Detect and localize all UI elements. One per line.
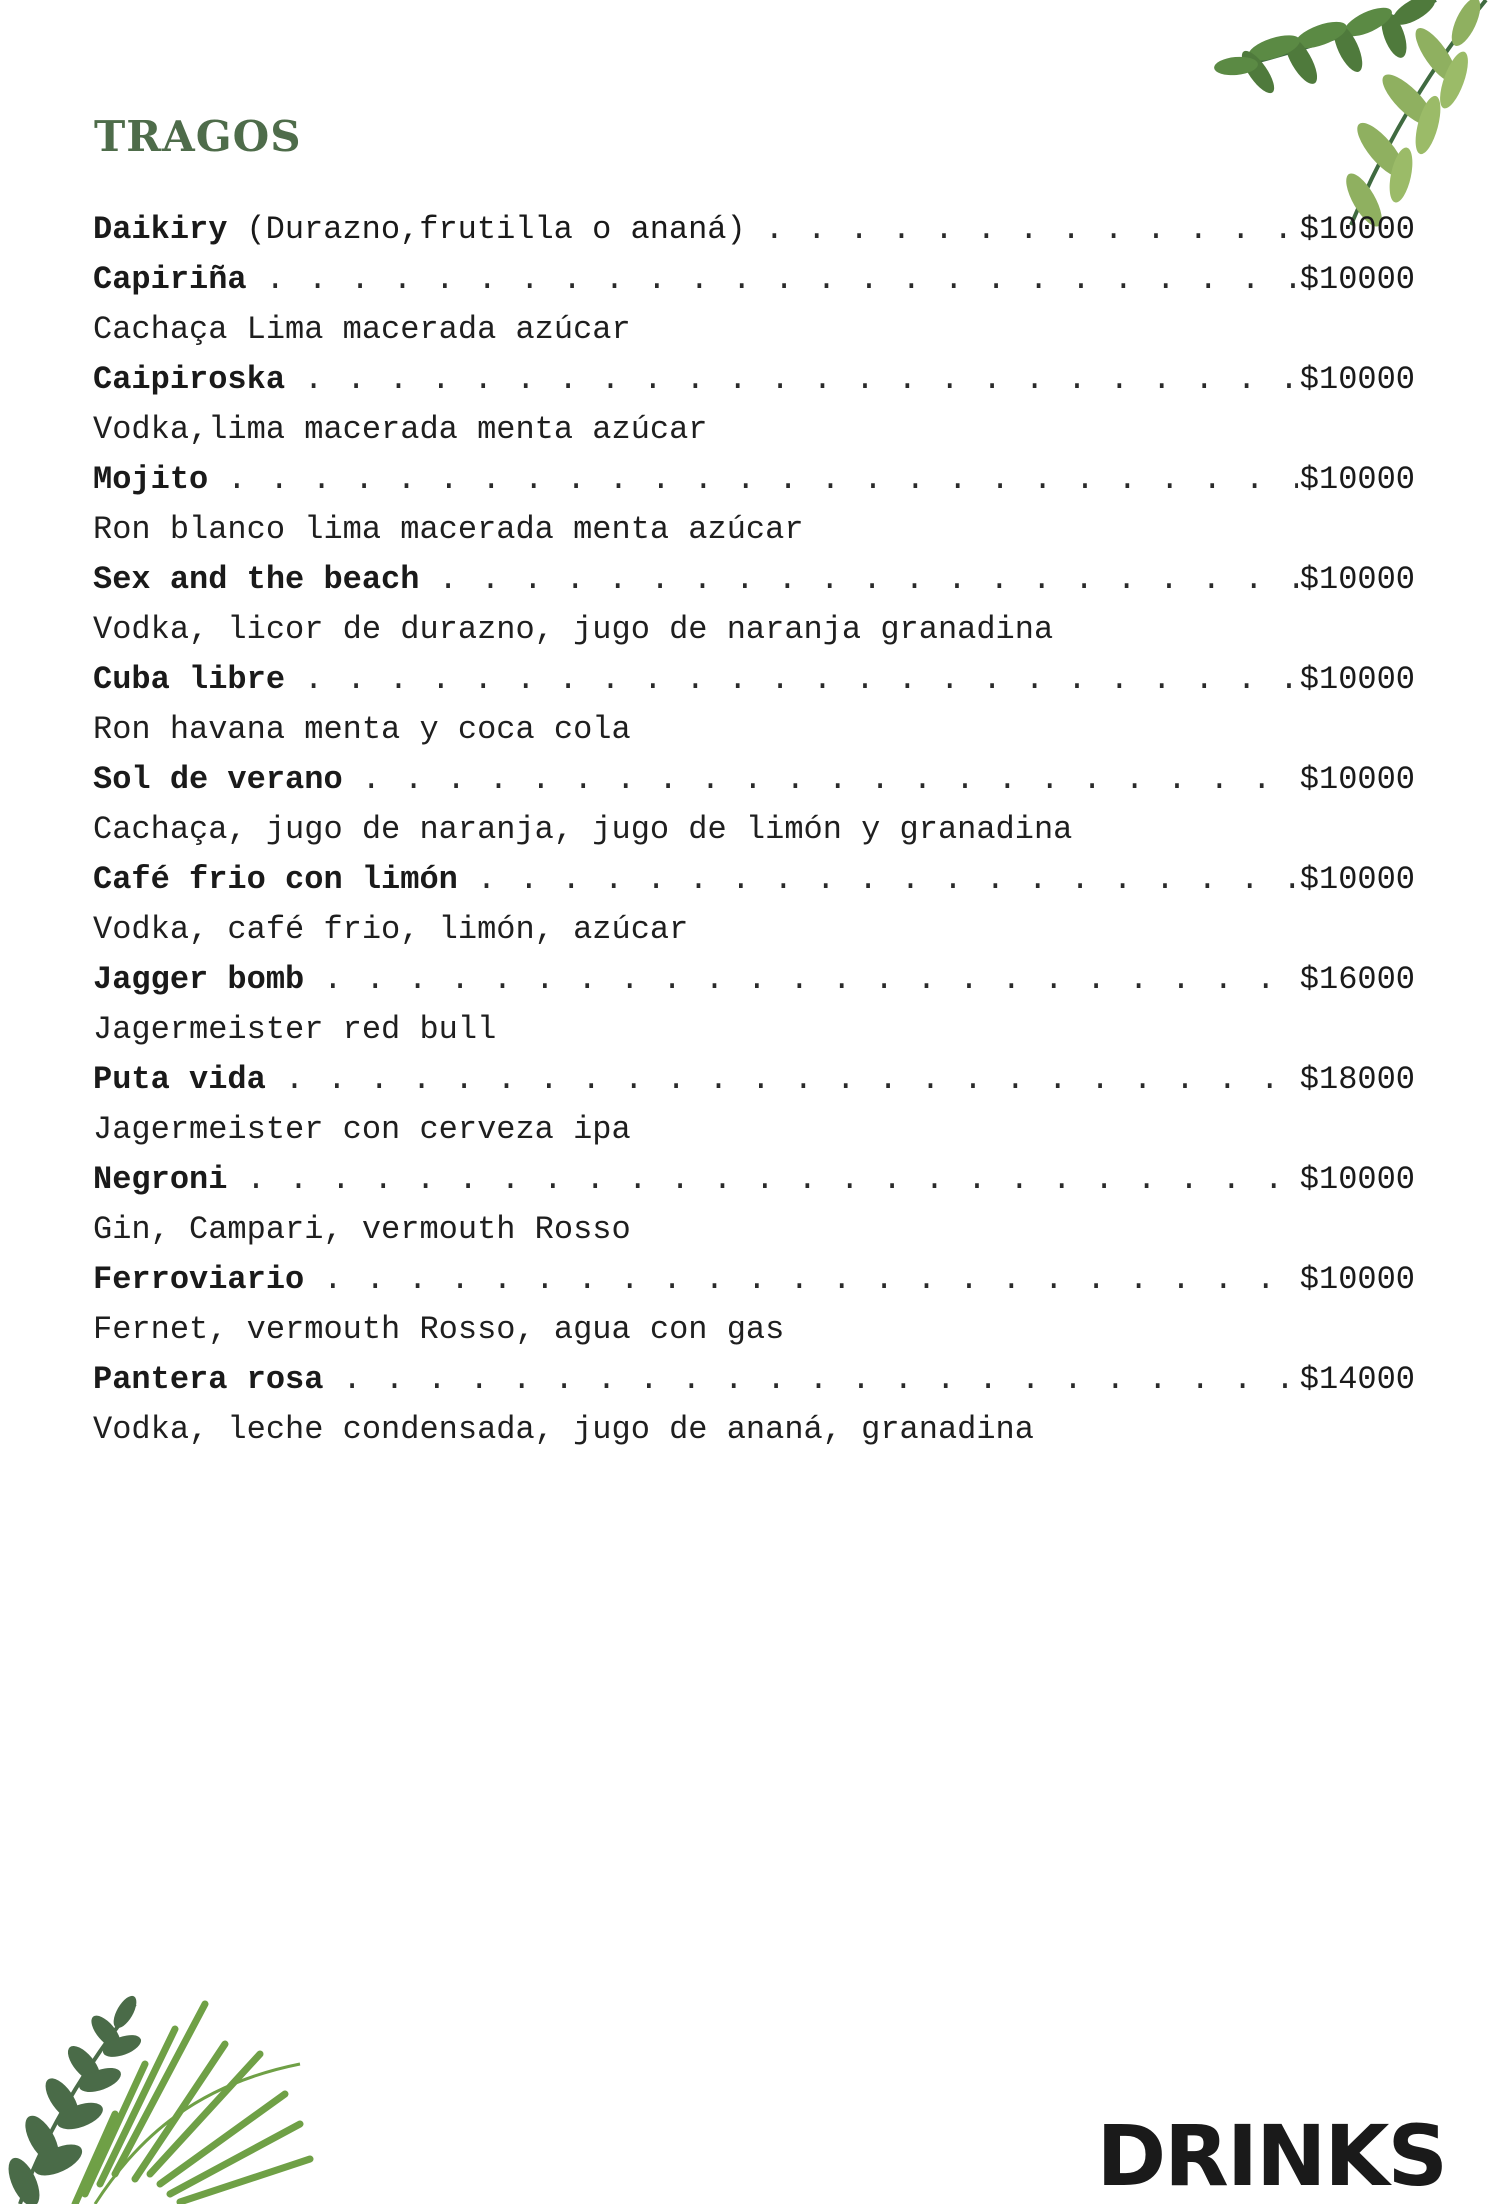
drink-price: $10000 xyxy=(1299,661,1415,698)
drink-description: Vodka, café frio, limón, azúcar xyxy=(93,911,689,948)
drink-name: Café frio con limón xyxy=(93,861,458,898)
dot-leader xyxy=(323,1264,1298,1296)
drink-description: Ron havana menta y coca cola xyxy=(93,711,631,748)
drink-name: Mojito xyxy=(93,461,209,498)
menu-item-row xyxy=(93,955,1415,1005)
dot-leader xyxy=(323,964,1298,996)
drink-price: $10000 xyxy=(1299,261,1415,298)
drink-name: Caipiroska xyxy=(93,361,286,398)
drink-price: $14000 xyxy=(1299,1361,1415,1398)
drink-description: Ron blanco lima macerada menta azúcar xyxy=(93,511,804,548)
drink-description: Jagermeister red bull xyxy=(93,1011,497,1048)
drink-description: Cachaça Lima macerada azúcar xyxy=(93,311,631,348)
drink-name: Daikiry xyxy=(93,211,228,248)
drink-name: Sol de verano xyxy=(93,761,343,798)
drink-price: $18000 xyxy=(1299,1061,1415,1098)
drink-price: $10000 xyxy=(1299,561,1415,598)
menu-item-row xyxy=(93,355,1415,405)
dot-leader xyxy=(765,214,1298,246)
drink-name: Capiriña xyxy=(93,261,247,298)
drink-description: Vodka,lima macerada menta azúcar xyxy=(93,411,708,448)
drink-description: Vodka, licor de durazno, jugo de naranja granadina xyxy=(93,611,1054,648)
drink-description: Cachaça, jugo de naranja, jugo de limón y granadina xyxy=(93,811,1073,848)
dot-leader xyxy=(285,1064,1298,1096)
menu-item-row xyxy=(93,205,1415,255)
leaf-branch-bottom-decoration xyxy=(0,1984,320,2204)
drink-description: Fernet, vermouth Rosso, agua con gas xyxy=(93,1311,785,1348)
drink-name: Negroni xyxy=(93,1161,228,1198)
menu-item-row xyxy=(93,755,1415,805)
drink-name: Jagger bomb xyxy=(93,961,305,998)
dot-leader xyxy=(266,264,1298,296)
menu-item-row xyxy=(93,455,1415,505)
menu-item-row xyxy=(93,255,1415,305)
drink-price: $10000 xyxy=(1299,861,1415,898)
menu-item-row xyxy=(93,1055,1415,1105)
dot-leader xyxy=(227,464,1298,496)
drinks-menu-list xyxy=(93,205,1415,1455)
dot-leader xyxy=(342,1364,1297,1396)
drink-name: Ferroviario xyxy=(93,1261,305,1298)
drink-price: $10000 xyxy=(1299,211,1415,248)
menu-item-row xyxy=(93,655,1415,705)
menu-item-row xyxy=(93,1155,1415,1205)
drink-name: Cuba libre xyxy=(93,661,286,698)
dot-leader xyxy=(362,764,1298,796)
dot-leader xyxy=(246,1164,1297,1196)
drink-price: $16000 xyxy=(1299,961,1415,998)
menu-item-row xyxy=(93,1355,1415,1405)
drinks-logo: DRINKS xyxy=(1096,2107,1446,2205)
drink-price: $10000 xyxy=(1299,1261,1415,1298)
dot-leader xyxy=(304,364,1298,396)
drink-description: Vodka, leche condensada, jugo de ananá, granadina xyxy=(93,1411,1034,1448)
dot-leader xyxy=(304,664,1298,696)
drink-price: $10000 xyxy=(1299,461,1415,498)
menu-item-row xyxy=(93,555,1415,605)
drink-name: Puta vida xyxy=(93,1061,266,1098)
dot-leader xyxy=(438,564,1297,596)
menu-item-row xyxy=(93,855,1415,905)
menu-section-title: TRAGOS xyxy=(94,112,302,161)
drink-price: $10000 xyxy=(1299,361,1415,398)
drink-price: $10000 xyxy=(1299,761,1415,798)
drink-name: Pantera rosa xyxy=(93,1361,324,1398)
menu-item-row xyxy=(93,1255,1415,1305)
leaf-branch-top-decoration xyxy=(1136,0,1496,240)
drink-description: Gin, Campari, vermouth Rosso xyxy=(93,1211,631,1248)
drink-price: $10000 xyxy=(1299,1161,1415,1198)
drink-note: (Durazno,frutilla o ananá) xyxy=(246,211,746,248)
drink-name: Sex and the beach xyxy=(93,561,420,598)
drink-description: Jagermeister con cerveza ipa xyxy=(93,1111,631,1148)
dot-leader xyxy=(477,864,1298,896)
